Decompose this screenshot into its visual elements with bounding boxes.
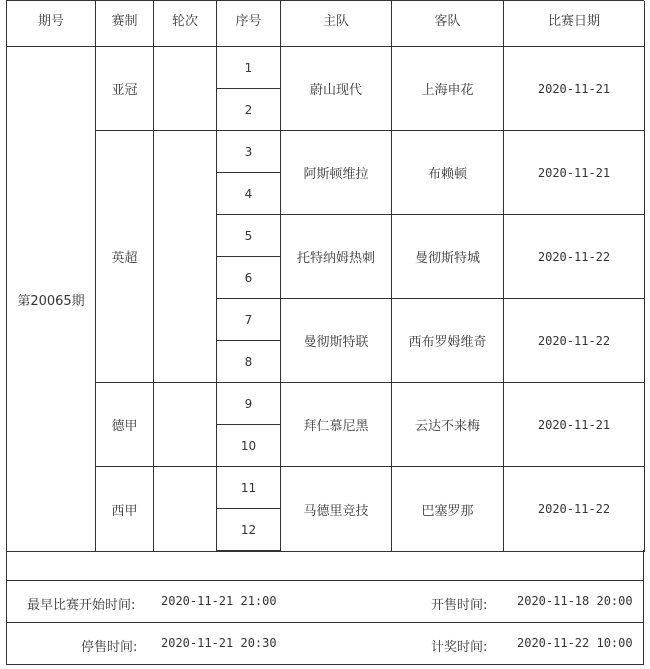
round-cell [154, 131, 217, 383]
seq-cell: 1 [217, 47, 281, 89]
home-team-cell: 托特纳姆热刺 [281, 215, 392, 299]
header-issue: 期号 [7, 1, 96, 47]
match-date-cell: 2020-11-21 [504, 131, 645, 215]
competition-cell: 西甲 [96, 467, 154, 552]
info-row-stop [6, 622, 644, 665]
seq-cell: 9 [217, 383, 281, 425]
home-team-cell: 阿斯顿维拉 [281, 131, 392, 215]
home-team-cell: 马德里竞技 [281, 467, 392, 552]
seq-cell: 10 [217, 425, 281, 467]
match-table [6, 0, 644, 551]
info-row-start [6, 580, 644, 623]
round-cell [154, 47, 217, 131]
sale-stop-label: 停售时间: [81, 640, 138, 655]
issue-cell: 第20065期 [7, 47, 96, 552]
sale-stop-value: 2020-11-21 20:30 [161, 636, 277, 650]
header-away: 客队 [392, 1, 504, 47]
away-team-cell: 巴塞罗那 [392, 467, 504, 552]
match-date-cell: 2020-11-22 [504, 467, 645, 552]
header-seq: 序号 [217, 1, 281, 47]
away-team-cell: 西布罗姆维奇 [392, 299, 504, 383]
away-team-cell: 云达不来梅 [392, 383, 504, 467]
sale-start-value: 2020-11-18 20:00 [517, 594, 633, 608]
away-team-cell: 上海申花 [392, 47, 504, 131]
match-date-cell: 2020-11-21 [504, 383, 645, 467]
earliest-start-value: 2020-11-21 21:00 [161, 594, 277, 608]
home-team-cell: 蔚山现代 [281, 47, 392, 131]
header-date: 比赛日期 [504, 1, 645, 47]
competition-cell: 德甲 [96, 383, 154, 467]
earliest-start-label: 最早比赛开始时间: [27, 598, 136, 613]
home-team-cell: 拜仁慕尼黑 [281, 383, 392, 467]
competition-cell: 英超 [96, 131, 154, 383]
match-date-cell: 2020-11-22 [504, 215, 645, 299]
away-team-cell: 曼彻斯特城 [392, 215, 504, 299]
seq-cell: 6 [217, 257, 281, 299]
away-team-cell: 布赖顿 [392, 131, 504, 215]
seq-cell: 3 [217, 131, 281, 173]
header-competition: 赛制 [96, 1, 154, 47]
round-cell [154, 467, 217, 552]
sale-start-label: 开售时间: [431, 598, 488, 613]
seq-cell: 2 [217, 89, 281, 131]
round-cell [154, 383, 217, 467]
prize-calc-value: 2020-11-22 10:00 [517, 636, 633, 650]
header-home: 主队 [281, 1, 392, 47]
spacer-row [6, 550, 644, 581]
header-round: 轮次 [154, 1, 217, 47]
seq-cell: 5 [217, 215, 281, 257]
seq-cell: 7 [217, 299, 281, 341]
match-date-cell: 2020-11-21 [504, 47, 645, 131]
seq-cell: 11 [217, 467, 281, 509]
match-date-cell: 2020-11-22 [504, 299, 645, 383]
seq-cell: 4 [217, 173, 281, 215]
seq-cell: 12 [217, 509, 281, 551]
seq-cell: 8 [217, 341, 281, 383]
competition-cell: 亚冠 [96, 47, 154, 131]
home-team-cell: 曼彻斯特联 [281, 299, 392, 383]
prize-calc-label: 计奖时间: [431, 640, 488, 655]
